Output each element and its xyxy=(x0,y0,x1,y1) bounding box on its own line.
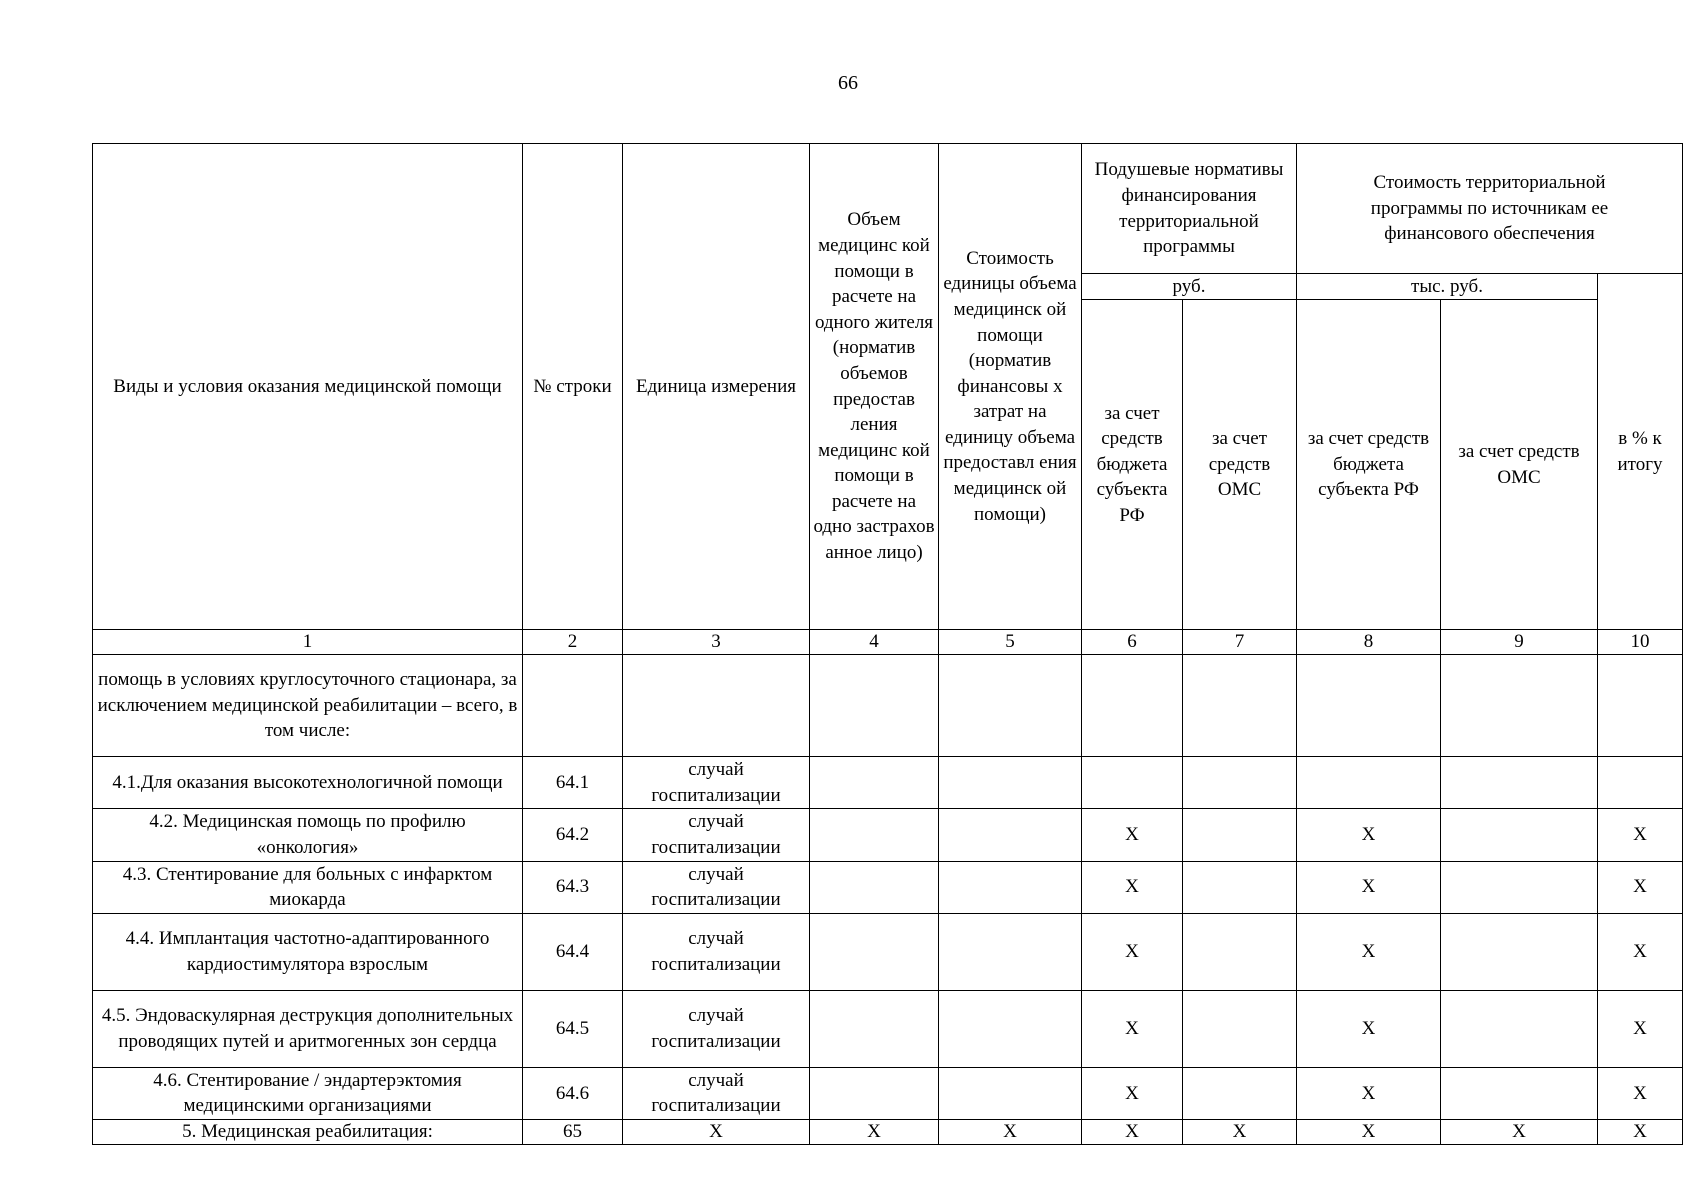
row-cell-5 xyxy=(939,1067,1082,1119)
table-row xyxy=(93,1120,1683,1145)
row-cell-7: X xyxy=(1183,1120,1297,1145)
row-number: 64.3 xyxy=(523,861,623,913)
table-row xyxy=(93,757,1683,809)
row-cell-8: X xyxy=(1297,1120,1441,1145)
row-number xyxy=(523,655,623,757)
row-cell-7 xyxy=(1183,1067,1297,1119)
row-cell-5 xyxy=(939,809,1082,861)
row-number: 64.4 xyxy=(523,913,623,990)
row-name: помощь в условиях круглосуточного стационара, за исключением медицинской реабилитации – всего, в том числе: xyxy=(93,655,523,757)
row-cell-6 xyxy=(1082,655,1183,757)
header-group-per-capita: Подушевые нормативы финансирования территориальной программы xyxy=(1082,144,1297,274)
row-number: 65 xyxy=(523,1120,623,1145)
column-number: 5 xyxy=(939,630,1082,655)
header-col-2: № строки xyxy=(523,144,623,630)
row-cell-10: X xyxy=(1598,913,1683,990)
row-cell-10: X xyxy=(1598,809,1683,861)
row-cell-10: X xyxy=(1598,1067,1683,1119)
table-row xyxy=(93,655,1683,757)
row-cell-8: X xyxy=(1297,809,1441,861)
row-unit: случай госпитализации xyxy=(623,757,810,809)
row-cell-4 xyxy=(810,913,939,990)
financing-table xyxy=(92,143,1683,1145)
row-cell-5 xyxy=(939,913,1082,990)
column-number: 6 xyxy=(1082,630,1183,655)
row-cell-7 xyxy=(1183,913,1297,990)
row-cell-4 xyxy=(810,757,939,809)
row-cell-10: X xyxy=(1598,1120,1683,1145)
header-col-3: Единица измерения xyxy=(623,144,810,630)
row-cell-9 xyxy=(1441,757,1598,809)
row-cell-9 xyxy=(1441,809,1598,861)
row-cell-9 xyxy=(1441,913,1598,990)
column-number: 2 xyxy=(523,630,623,655)
row-cell-8: X xyxy=(1297,913,1441,990)
row-unit xyxy=(623,655,810,757)
row-name: 4.5. Эндоваскулярная деструкция дополнительных проводящих путей и аритмогенных зон сердца xyxy=(93,990,523,1067)
column-number: 8 xyxy=(1297,630,1441,655)
header-col-5: Стоимость единицы объема медицинск ой помощи (норматив финансовы х затрат на единицу объема предоставл ения медицинск ой помощи) xyxy=(939,144,1082,630)
row-cell-4 xyxy=(810,990,939,1067)
row-cell-10 xyxy=(1598,655,1683,757)
row-cell-8: X xyxy=(1297,861,1441,913)
header-col-4: Объем медицинс кой помощи в расчете на одного жителя (норматив объемов предостав ления медицинс кой помощи в расчете на одно застрахов анное лицо) xyxy=(810,144,939,630)
row-name: 4.6. Стентирование / эндартерэктомия медицинскими организациями xyxy=(93,1067,523,1119)
row-cell-6: X xyxy=(1082,1067,1183,1119)
row-cell-7 xyxy=(1183,861,1297,913)
header-col-9: за счет средств ОМС xyxy=(1441,300,1598,630)
row-cell-10 xyxy=(1598,757,1683,809)
header-unit-rub: руб. xyxy=(1082,274,1297,300)
row-cell-4 xyxy=(810,1067,939,1119)
row-cell-7 xyxy=(1183,655,1297,757)
header-col-10: в % к итогу xyxy=(1598,274,1683,630)
row-cell-10: X xyxy=(1598,861,1683,913)
row-cell-5 xyxy=(939,655,1082,757)
row-cell-9: X xyxy=(1441,1120,1598,1145)
row-cell-6: X xyxy=(1082,1120,1183,1145)
row-unit: X xyxy=(623,1120,810,1145)
header-col-7: за счет средств ОМС xyxy=(1183,300,1297,630)
row-cell-5 xyxy=(939,990,1082,1067)
table-row xyxy=(93,990,1683,1067)
column-number: 3 xyxy=(623,630,810,655)
table-row xyxy=(93,1067,1683,1119)
row-cell-5 xyxy=(939,861,1082,913)
table-body xyxy=(93,655,1683,1145)
row-unit: случай госпитализации xyxy=(623,1067,810,1119)
row-name: 4.3. Стентирование для больных с инфарктом миокарда xyxy=(93,861,523,913)
row-cell-6: X xyxy=(1082,990,1183,1067)
table-row xyxy=(93,809,1683,861)
row-cell-4: X xyxy=(810,1120,939,1145)
row-cell-8: X xyxy=(1297,990,1441,1067)
table-row xyxy=(93,861,1683,913)
table-header xyxy=(93,144,1683,655)
column-number: 1 xyxy=(93,630,523,655)
header-group-cost: Стоимость территориальной программы по источникам ее финансового обеспечения xyxy=(1297,144,1683,274)
row-number: 64.1 xyxy=(523,757,623,809)
column-number: 4 xyxy=(810,630,939,655)
row-name: 4.1.Для оказания высокотехнологичной помощи xyxy=(93,757,523,809)
row-number: 64.6 xyxy=(523,1067,623,1119)
row-cell-10: X xyxy=(1598,990,1683,1067)
header-col-1: Виды и условия оказания медицинской помощи xyxy=(93,144,523,630)
row-cell-7 xyxy=(1183,757,1297,809)
row-cell-8 xyxy=(1297,655,1441,757)
row-unit: случай госпитализации xyxy=(623,913,810,990)
row-name: 4.4. Имплантация частотно-адаптированного кардиостимулятора взрослым xyxy=(93,913,523,990)
row-cell-5: X xyxy=(939,1120,1082,1145)
row-cell-6 xyxy=(1082,757,1183,809)
page-number: 66 xyxy=(838,72,858,94)
row-number: 64.5 xyxy=(523,990,623,1067)
row-cell-9 xyxy=(1441,861,1598,913)
row-cell-4 xyxy=(810,861,939,913)
row-name: 4.2. Медицинская помощь по профилю «онкология» xyxy=(93,809,523,861)
header-col-6: за счет средств бюджета субъекта РФ xyxy=(1082,300,1183,630)
row-unit: случай госпитализации xyxy=(623,809,810,861)
row-cell-4 xyxy=(810,655,939,757)
row-cell-7 xyxy=(1183,990,1297,1067)
header-unit-thousand-rub: тыс. руб. xyxy=(1297,274,1598,300)
row-cell-9 xyxy=(1441,655,1598,757)
row-unit: случай госпитализации xyxy=(623,990,810,1067)
row-cell-6: X xyxy=(1082,809,1183,861)
column-number: 9 xyxy=(1441,630,1598,655)
column-number: 10 xyxy=(1598,630,1683,655)
row-unit: случай госпитализации xyxy=(623,861,810,913)
row-cell-9 xyxy=(1441,990,1598,1067)
column-number-row xyxy=(93,630,1683,655)
table-row xyxy=(93,913,1683,990)
row-cell-8: X xyxy=(1297,1067,1441,1119)
row-cell-7 xyxy=(1183,809,1297,861)
column-number: 7 xyxy=(1183,630,1297,655)
row-cell-6: X xyxy=(1082,913,1183,990)
row-number: 64.2 xyxy=(523,809,623,861)
header-col-8: за счет средств бюджета субъекта РФ xyxy=(1297,300,1441,630)
row-cell-4 xyxy=(810,809,939,861)
row-cell-8 xyxy=(1297,757,1441,809)
row-cell-9 xyxy=(1441,1067,1598,1119)
row-cell-6: X xyxy=(1082,861,1183,913)
row-name: 5. Медицинская реабилитация: xyxy=(93,1120,523,1145)
row-cell-5 xyxy=(939,757,1082,809)
